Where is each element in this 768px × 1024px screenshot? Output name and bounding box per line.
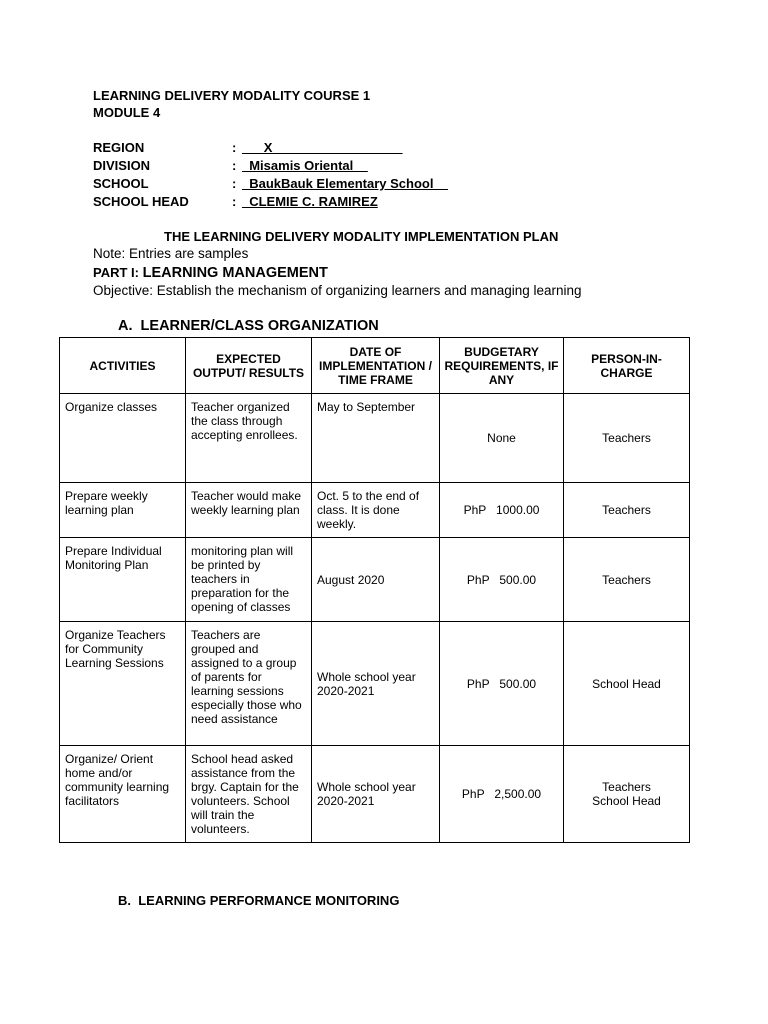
- header-budgetary-requirements: BUDGETARY REQUIREMENTS, IF ANY: [440, 338, 564, 394]
- note-text: Note: Entries are samples: [93, 246, 249, 261]
- plan-title: THE LEARNING DELIVERY MODALITY IMPLEMENTATION PLAN: [164, 229, 559, 244]
- cell-output: School head asked assistance from the brgy. Captain for the volunteers. School will train the volunteers.: [186, 746, 312, 843]
- info-value: _Misamis Oriental__: [242, 158, 368, 173]
- cell-budget: PhP 500.00: [440, 538, 564, 622]
- info-label: REGION: [93, 140, 145, 155]
- person-name: Teachers: [602, 572, 651, 587]
- course-title: LEARNING DELIVERY MODALITY COURSE 1: [93, 88, 371, 103]
- info-value: _CLEMIE C. RAMIREZ: [242, 194, 378, 209]
- info-label: SCHOOL HEAD: [93, 194, 189, 209]
- info-label: SCHOOL: [93, 176, 149, 191]
- module-title: MODULE 4: [93, 105, 161, 120]
- cell-person: [564, 746, 690, 843]
- info-colon: :: [232, 194, 237, 209]
- cell-date: May to September: [312, 394, 440, 483]
- cell-date: Whole school year 2020-2021: [312, 746, 440, 843]
- info-value: _BaukBauk Elementary School__: [242, 176, 448, 191]
- cell-budget: None: [440, 394, 564, 483]
- info-colon: :: [232, 140, 237, 155]
- cell-activity: Prepare weekly learning plan: [60, 483, 186, 538]
- cell-date: August 2020: [312, 538, 440, 622]
- cell-output: Teacher organized the class through accepting enrollees.: [186, 394, 312, 483]
- part-prefix: PART I:: [93, 265, 143, 280]
- table-row: [60, 746, 690, 843]
- header-date-of-implementation: DATE OF IMPLEMENTATION / TIME FRAME: [312, 338, 440, 394]
- info-colon: :: [232, 176, 237, 191]
- table-row: [60, 622, 690, 746]
- cell-output: monitoring plan will be printed by teachers in preparation for the opening of classes: [186, 538, 312, 622]
- person-name: School Head: [592, 676, 661, 691]
- header-activities: ACTIVITIES: [60, 338, 186, 394]
- info-value: ___X__________________: [242, 140, 403, 155]
- cell-person: [564, 483, 690, 538]
- objective-text: Objective: Establish the mechanism of organizing learners and managing learning: [93, 283, 582, 298]
- part-heading: [93, 264, 328, 282]
- part-title: LEARNING MANAGEMENT: [142, 265, 328, 281]
- cell-budget: PhP 500.00: [440, 622, 564, 746]
- cell-output: Teacher would make weekly learning plan: [186, 483, 312, 538]
- info-label: DIVISION: [93, 158, 151, 173]
- cell-date: Oct. 5 to the end of class. It is done weekly.: [312, 483, 440, 538]
- table-row: [60, 538, 690, 622]
- cell-budget: PhP 2,500.00: [440, 746, 564, 843]
- implementation-plan-table: [59, 337, 690, 843]
- person-name: Teachers: [602, 780, 651, 794]
- cell-person: [564, 622, 690, 746]
- header-person-in-charge: PERSON-IN-CHARGE: [564, 338, 690, 394]
- cell-output: Teachers are grouped and assigned to a group of parents for learning sessions especially those who need assistance: [186, 622, 312, 746]
- table-row: [60, 483, 690, 538]
- cell-person: [564, 394, 690, 483]
- table-row: [60, 394, 690, 483]
- section-b-heading: B. LEARNING PERFORMANCE MONITORING: [118, 893, 400, 908]
- cell-activity: Organize classes: [60, 394, 186, 483]
- header-expected-output: EXPECTED OUTPUT/ RESULTS: [186, 338, 312, 394]
- cell-activity: Organize Teachers for Community Learning Sessions: [60, 622, 186, 746]
- cell-activity: Organize/ Orient home and/or community learning facilitators: [60, 746, 186, 843]
- person-name: School Head: [592, 794, 661, 808]
- info-colon: :: [232, 158, 237, 173]
- table-header-row: [60, 338, 690, 394]
- cell-budget: PhP 1000.00: [440, 483, 564, 538]
- cell-person: [564, 538, 690, 622]
- person-name: Teachers: [602, 431, 651, 445]
- section-a-heading: A. LEARNER/CLASS ORGANIZATION: [118, 318, 379, 334]
- cell-activity: Prepare Individual Monitoring Plan: [60, 538, 186, 622]
- person-name: Teachers: [602, 503, 651, 517]
- cell-date: Whole school year 2020-2021: [312, 622, 440, 746]
